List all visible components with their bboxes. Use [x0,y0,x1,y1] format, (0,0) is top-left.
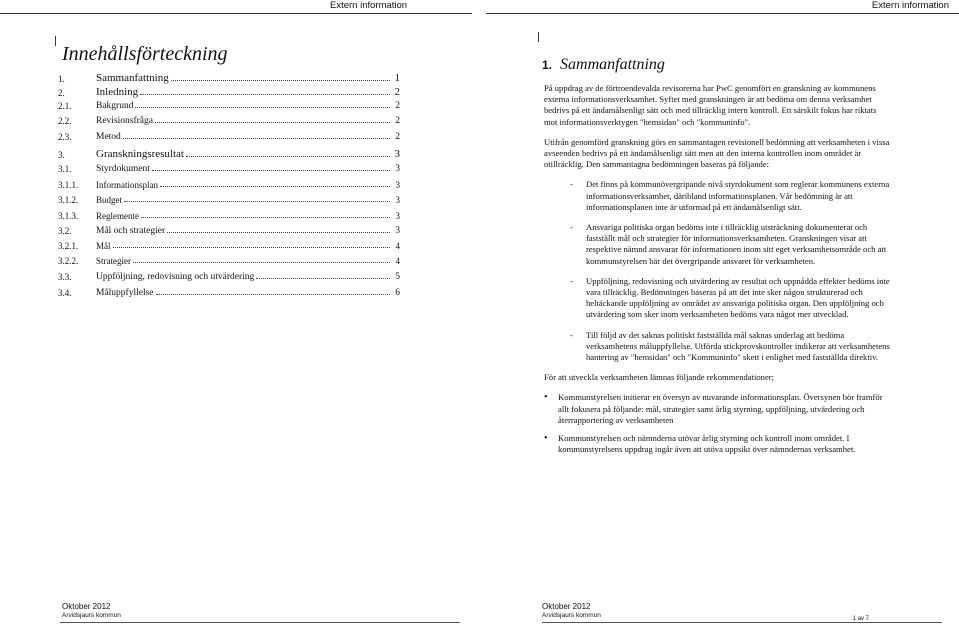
toc-entry-text: Revisionsfråga [96,116,153,126]
toc-entry-text: Granskningsresultat [96,148,184,160]
toc-entry-number: 3.4. [58,288,72,298]
toc-entry-page: 2 [394,86,400,98]
summary-heading [542,56,665,74]
toc-entry-text: Reglemente [96,211,139,221]
toc-leader-dots [141,216,390,218]
toc-entry-page: 5 [395,272,400,282]
margin-tick [55,36,56,46]
summary-number: 1. [542,58,553,72]
toc-entry-number: 3.3. [58,272,72,282]
toc-entry-text: Inledning [96,86,139,98]
margin-tick [538,32,539,42]
footer-date: Oktober 2012 [62,602,111,611]
toc-leader-dots [133,261,390,263]
toc-entry-page: 2 [395,101,400,111]
toc-entry[interactable] [58,272,400,282]
toc-entry-number: 3.2.2. [58,256,79,266]
toc-entry-page: 3 [395,211,400,221]
toc-entry-number: 3.1. [58,164,72,174]
page-gutter [472,0,486,633]
toc-entry[interactable] [58,101,400,111]
toc-entry-number: 3.1.1. [58,180,79,190]
toc-entry-text: Uppföljning, redovisning och utvärdering [96,272,255,282]
toc-leader-dots [155,121,390,123]
toc-entry-number: 3.2. [58,226,72,236]
summary-paragraph: Utifrån genomförd granskning görs en sammantagen revisionell bedömning att verksamheten i vissa avseenden bedrivs på ett ändamålsenligt sätt men att den interna kontrollen inom området är otillräcklig. Den sammantagna bedömningen baseras på följande: [544,136,890,170]
footer-date: Oktober 2012 [542,602,591,611]
recommendation-item: • Kommunstyrelsen initierar en översyn av nuvarande informationsplan. Översynen bör framför allt fokusera på följande: mål, strategier samt årlig styrning, uppföljning, utvärdering och återrapportering av verksamheten [544,392,890,426]
toc-entry-page: 2 [395,132,400,142]
toc-entry-number: 1. [58,74,65,84]
footer-rule [542,622,942,623]
toc-entry-number: 2.2. [58,116,72,126]
toc-leader-dots [124,200,390,202]
assessment-item: - Ansvariga politiska organ bedöms inte i tillräcklig utsträckning dokumenterat och fastställt mål och strategier för informationsverksamheten. Granskningen visar att respektive nämnd ansvarar för informationen inom sitt eget verksamhetsområde och att kommunstyrelsen bär det övergripande ansvaret för verksamheten. [544,222,890,267]
toc-entry-page: 3 [395,164,400,174]
header-rule [0,13,472,14]
toc-leader-dots [113,246,391,248]
header-rule [486,13,959,14]
summary-paragraph: För att utveckla verksamheten lämnas följande rekommendationer; [544,372,775,383]
footer [542,602,601,620]
toc-leader-dots [140,93,390,95]
toc-entry-text: Bakgrund [96,101,134,111]
toc-entry-page: 4 [395,241,400,251]
toc-entry-number: 3.1.2. [58,195,79,205]
toc-entry[interactable] [58,211,400,221]
toc-leader-dots [186,155,390,157]
toc-entry[interactable] [58,241,400,251]
toc-entry-text: Metod [96,132,121,142]
toc-title: Innehållsförteckning [62,43,228,65]
toc-leader-dots [156,293,390,295]
toc-leader-dots [160,185,390,187]
summary-body [544,83,890,464]
summary-paragraph: På uppdrag av de förtroendevalda revisorerna har PwC genomfört en granskning av kommunens externa informationsverksamhet. Syftet med granskningen är att bedöma om denna verksamhet bedrivs på ett ändamålsenligt sätt och med tillräcklig intern kontroll. Ett särskilt fokus har riktats mot informationsverktygen "hemsidan" och "kommuninfo". [544,83,877,127]
toc-entry-text: Måluppfyllelse [96,288,154,298]
footer-rule [60,622,460,623]
toc-entry[interactable] [58,256,400,266]
toc-entry-page: 3 [395,180,400,190]
toc-entry-page: 3 [395,226,400,236]
recommendation-item: • Kommunstyrelsen och nämnderna utövar årlig styrning och kontroll inom området. I kommunstyrelsens uppdrag ingår även att utöva uppsikt över nämndernas verksamhet. [544,433,890,455]
header-label: Extern information [330,0,408,11]
toc-entry-number: 2.1. [58,101,72,111]
toc-entry-number: 2.3. [58,132,72,142]
toc-entry-number: 2. [58,88,65,98]
toc-entry-text: Strategier [96,256,131,266]
toc-entry-text: Mål och strategier [96,226,166,236]
toc-entry-page: 3 [394,148,400,160]
assessment-item: - Uppföljning, redovisning och utvärdering av resultat och uppnådda effekter bedöms inte vara tillräcklig. Bedömningen baseras på att det inte sker någon strukturerad och heltäckande uppföljning av området av ansvariga politiska organ. Den uppföljning och utvärdering som sker inom verksamheten bedöms vara något mer utvecklad. [544,276,890,321]
toc-entry-text: Mål [96,241,111,251]
page-number: 1 av 7 [852,616,869,622]
footer [62,602,121,620]
toc-entry[interactable] [58,72,400,84]
toc-entry[interactable] [58,180,400,190]
toc-leader-dots [152,169,390,171]
toc-entry-page: 4 [395,256,400,266]
toc-entry[interactable] [58,148,400,160]
toc-entry-page: 1 [394,72,400,84]
header-label: Extern information [871,0,949,11]
toc-leader-dots [171,79,390,81]
footer-org: Arvidsjaurs kommun [62,612,121,619]
toc-entry[interactable] [58,164,400,174]
toc-leader-dots [167,231,390,233]
toc-entry-number: 3.2.1. [58,241,79,251]
toc-page [0,0,472,633]
toc-entry-number: 3.1.3. [58,211,79,221]
toc-entry-text: Styrdokument [96,164,150,174]
toc-entry-page: 3 [395,195,400,205]
toc-entry[interactable] [58,226,400,236]
toc-entry-text: Budget [96,195,122,205]
toc-entry[interactable] [58,195,400,205]
toc-entry-number: 3. [58,150,65,160]
footer-org: Arvidsjaurs kommun [542,612,601,619]
toc-entry[interactable] [58,288,400,298]
toc-entry[interactable] [58,132,400,142]
toc-entry-text: Sammanfattning [96,72,169,84]
toc-entry[interactable] [58,86,400,98]
summary-page [486,0,959,633]
toc-entry-page: 6 [395,288,400,298]
summary-title: Sammanfattning [560,56,665,73]
toc-entry[interactable] [58,116,400,126]
toc-leader-dots [256,277,390,279]
toc-leader-dots [123,137,390,139]
recommendation-list [544,392,890,455]
assessment-item: - Till följd av det saknas politiskt fastställda mål saknas underlag att bedöma verksamhetens måluppfyllelse. Utförda stickprovskontroller indikerar att verksamhetens hantering av "hemsidan" och "Kommuninfo" skett i enlighet med fastställda direktiv. [544,330,890,364]
toc-leader-dots [135,106,390,108]
assessment-list [544,179,890,363]
toc-entry-page: 2 [395,116,400,126]
assessment-item: - Det finns på kommunövergripande nivå styrdokument som reglerar kommunens externa informationsverksamhet, däribland informationsplanen. Vår bedömning är att informationsplanen inte är utformad på ett ändamålsenligt sätt. [544,179,890,213]
toc-entry-text: Informationsplan [96,180,158,190]
